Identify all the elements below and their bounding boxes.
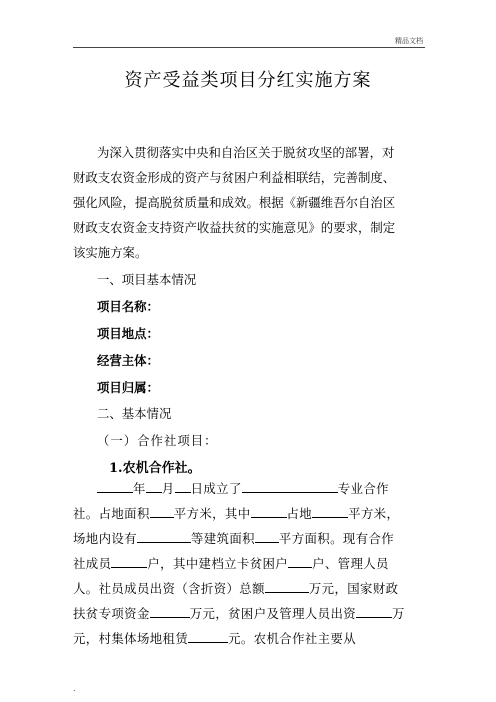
blank-month[interactable]	[146, 481, 162, 493]
text: 户、管理人员	[312, 556, 389, 571]
blank-day[interactable]	[175, 481, 191, 493]
blank-year[interactable]	[97, 481, 133, 493]
text: 平方面积。现有合作	[278, 531, 395, 546]
blank-sub-area-name[interactable]	[251, 506, 287, 518]
body-line	[73, 501, 425, 526]
text: 元。农机合作社主要从	[228, 631, 357, 646]
text: 等建筑面积	[190, 531, 255, 546]
intro-line: 强化风险，提高脱贫质量和成效。根据《新疆维吾尔自治区	[73, 195, 396, 210]
text: 日成立了	[190, 481, 242, 496]
text: 年	[133, 481, 146, 496]
text: 万元，贫困户及管理人员出资	[189, 606, 357, 621]
body-line	[73, 576, 425, 601]
header-tag: 精品文档	[395, 37, 423, 45]
blank-total-contribution[interactable]	[265, 581, 309, 593]
text: 月	[161, 481, 175, 496]
intro-line: 该实施方案。	[73, 245, 148, 260]
body-line	[73, 626, 425, 651]
document-title: 资产受益类项目分红实施方案	[124, 70, 372, 91]
blank-rent[interactable]	[188, 631, 228, 643]
field-project-name: 项目名称：	[97, 299, 159, 314]
text: 场地内设有	[73, 531, 137, 546]
field-project-ownership: 项目归属：	[97, 380, 159, 395]
blank-sub-area[interactable]	[312, 506, 348, 518]
text: 平方米，	[348, 506, 400, 521]
text: 元，村集体场地租赁	[73, 631, 189, 646]
blank-cooperative-name[interactable]	[242, 481, 338, 493]
header-divider	[73, 47, 425, 48]
blank-poor-households[interactable]	[288, 556, 312, 568]
intro-line: 财政支农资金支持资产收益扶贫的实施意见》的要求，制定	[73, 220, 396, 235]
text: 占地	[286, 506, 313, 521]
footer-mark: .	[73, 684, 76, 693]
blank-area[interactable]	[150, 506, 174, 518]
section-heading-1: 一、项目基本情况	[97, 272, 197, 287]
blank-building-area[interactable]	[255, 531, 279, 543]
body-paragraph	[73, 476, 425, 651]
text: 万	[392, 606, 405, 621]
text: 户，其中建档立卡贫困户	[147, 556, 289, 571]
field-project-location: 项目地点：	[97, 326, 159, 341]
body-line	[73, 476, 425, 501]
text: 人。社员成员出资（含折资）总额	[73, 581, 265, 596]
section-heading-2: 二、基本情况	[97, 406, 172, 421]
blank-special-fund[interactable]	[150, 606, 190, 618]
intro-paragraph	[73, 140, 425, 265]
text: 扶贫专项资金	[73, 606, 150, 621]
body-line	[73, 526, 425, 551]
intro-line: 为深入贯彻落实中央和自治区关于脱贫攻坚的部署，对	[97, 145, 395, 160]
field-operating-entity: 经营主体：	[97, 353, 159, 368]
blank-facilities[interactable]	[137, 531, 191, 543]
text: 平方米，其中	[173, 506, 251, 521]
text: 社。占地面积	[73, 506, 150, 521]
blank-members[interactable]	[111, 556, 147, 568]
body-line	[73, 551, 425, 576]
text: 万元，国家财政	[308, 581, 399, 596]
intro-line: 财政支农资金形成的资产与贫困户利益相联结，完善制度、	[73, 170, 396, 185]
body-line	[73, 601, 425, 626]
subsection-farm-machinery: 1.农机合作社。	[109, 461, 201, 476]
text: 社成员	[73, 556, 112, 571]
blank-household-contribution[interactable]	[356, 606, 392, 618]
subsection-cooperative: （一）合作社项目：	[97, 433, 218, 448]
text: 专业合作	[337, 481, 389, 496]
